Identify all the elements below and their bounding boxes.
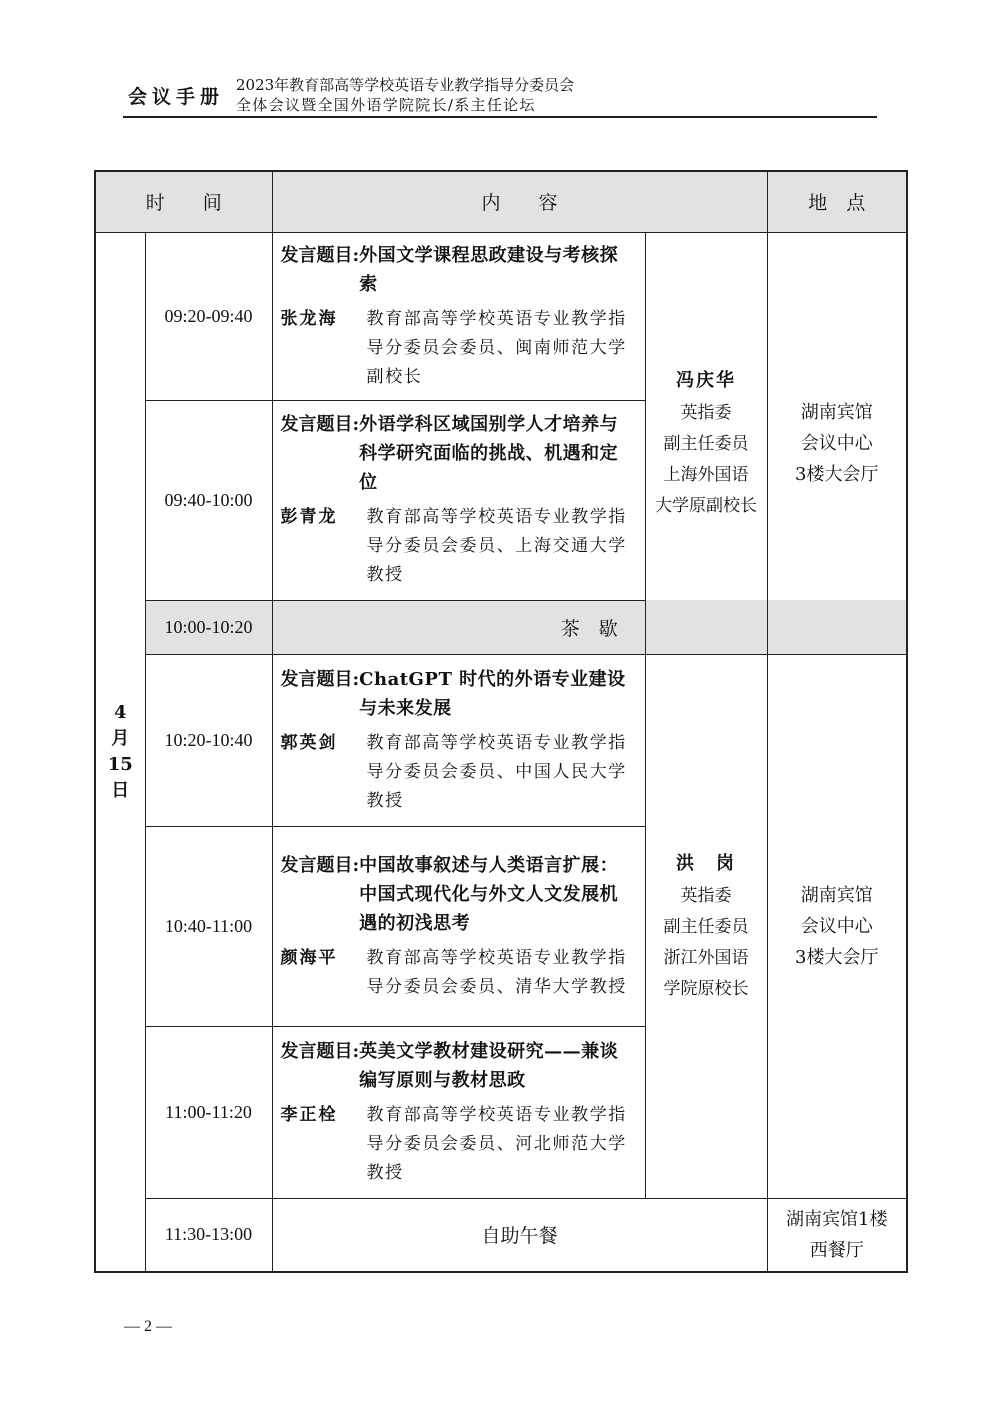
- venue-line: 会议中心: [800, 915, 873, 937]
- talk-topic: 中国故事叙述与人类语言扩展：中国式现代化与外文人文发展机遇的初浅思考: [359, 854, 619, 934]
- time-cell: 11:30-13:00: [145, 1198, 272, 1272]
- speaker-desc: 教育部高等学校英语专业教学指导分委员会委员、闽南师范大学副校长: [366, 308, 627, 387]
- venue-line: 湖南宾馆: [800, 884, 873, 906]
- page-number: — 2 —: [124, 1318, 172, 1335]
- talk-cell: [272, 1026, 645, 1198]
- speaker-desc: 教育部高等学校英语专业教学指导分委员会委员、上海交通大学教授: [366, 507, 627, 585]
- chair-line: 大学原副校长: [655, 495, 757, 516]
- venue-line: 3楼大会厅: [795, 946, 879, 968]
- talk-topic: 外语学科区域国别学人才培养与科学研究面临的挑战、机遇和定位: [359, 414, 619, 493]
- talk-cell: [272, 400, 645, 600]
- topic-label: 发言题目:: [280, 854, 360, 876]
- venue-line: 会议中心: [800, 432, 873, 454]
- speaker-desc: 教育部高等学校英语专业教学指导分委员会委员、河北师范大学教授: [366, 1104, 627, 1183]
- chair-line: 浙江外国语: [663, 947, 749, 968]
- time-cell: 09:20-09:40: [145, 232, 272, 400]
- chair-line: 副主任委员: [663, 433, 749, 454]
- header-content: 内 容: [272, 171, 767, 232]
- schedule-table: [94, 170, 908, 1273]
- speaker-name: 李正栓: [280, 1104, 338, 1125]
- talk-cell: [272, 232, 645, 400]
- table-header-row: [95, 171, 907, 232]
- handbook-label: 会议手册: [128, 86, 225, 108]
- chair-name: 冯庆华: [676, 369, 736, 391]
- chair-name: 洪 岗: [676, 852, 736, 874]
- time-cell: 10:20-10:40: [145, 654, 272, 826]
- chair-line: 学院原校长: [663, 978, 749, 999]
- chair-line: 副主任委员: [663, 916, 749, 937]
- speaker-name: 郭英剑: [280, 732, 338, 753]
- talk-cell: [272, 654, 645, 826]
- speaker-name: 彭青龙: [280, 507, 338, 527]
- topic-label: 发言题目:: [280, 1040, 360, 1062]
- break-label: 茶 歇: [272, 600, 907, 654]
- lunch-venue-cell: [767, 1198, 907, 1272]
- chair-cell: [645, 232, 767, 654]
- header-rule: [123, 116, 877, 118]
- speaker-name: 张龙海: [280, 308, 338, 329]
- talk-cell: [272, 826, 645, 1026]
- header-title-line2: 全体会议暨全国外语学院院长/系主任论坛: [236, 96, 536, 114]
- speaker-desc: 教育部高等学校英语专业教学指导分委员会委员、中国人民大学教授: [366, 732, 627, 811]
- time-cell: 11:00-11:20: [145, 1026, 272, 1198]
- venue-line: 湖南宾馆1楼: [786, 1208, 888, 1230]
- topic-label: 发言题目:: [280, 414, 360, 435]
- venue-line: 3楼大会厅: [795, 463, 879, 485]
- talk-topic: 英美文学教材建设研究——兼谈编写原则与教材思政: [359, 1040, 619, 1091]
- header-title-line1: 2023年教育部高等学校英语专业教学指导分委员会: [236, 76, 575, 94]
- date-month-num: 4: [113, 701, 127, 723]
- chair-line: 英指委: [680, 402, 732, 423]
- topic-label: 发言题目:: [280, 244, 360, 266]
- header-venue: 地 点: [767, 171, 907, 232]
- chair-line: 上海外国语: [663, 464, 749, 485]
- talk-topic: ChatGPT 时代的外语专业建设与未来发展: [359, 668, 626, 719]
- venue-cell: [767, 654, 907, 1198]
- date-month-char: 月: [111, 727, 130, 749]
- lunch-row: [95, 1198, 907, 1272]
- table-row: [95, 654, 907, 826]
- speaker-name: 颜海平: [280, 947, 338, 968]
- venue-line: 西餐厅: [809, 1239, 864, 1261]
- venue-line: 湖南宾馆: [800, 401, 873, 423]
- speaker-desc: 教育部高等学校英语专业教学指导分委员会委员、清华大学教授: [366, 947, 627, 997]
- time-cell: 10:00-10:20: [145, 600, 272, 654]
- table-row: [95, 232, 907, 400]
- break-row: [95, 600, 907, 654]
- time-cell: 09:40-10:00: [145, 400, 272, 600]
- date-cell: [95, 232, 145, 1272]
- chair-cell: [645, 654, 767, 1198]
- time-cell: 10:40-11:00: [145, 826, 272, 1026]
- topic-label: 发言题目:: [280, 668, 360, 690]
- header-time: 时 间: [95, 171, 272, 232]
- chair-line: 英指委: [680, 885, 732, 906]
- venue-cell: [767, 232, 907, 654]
- lunch-label: 自助午餐: [272, 1198, 767, 1272]
- talk-topic: 外国文学课程思政建设与考核探索: [359, 244, 619, 295]
- date-day-num: 15: [107, 753, 133, 775]
- date-day-char: 日: [111, 779, 130, 801]
